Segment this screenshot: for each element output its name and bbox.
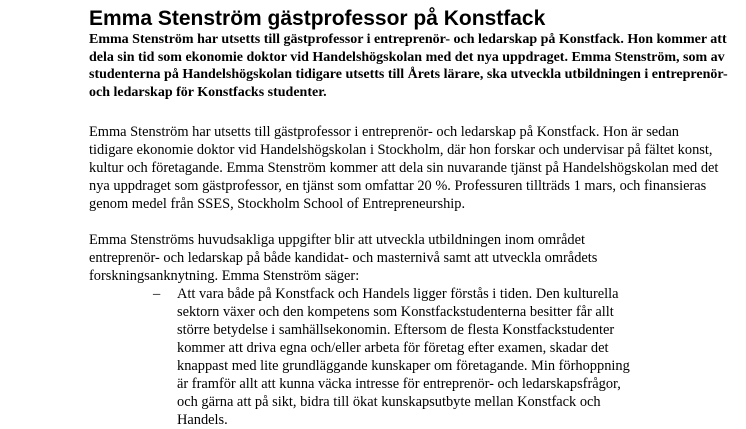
body-paragraph-1: Emma Stenström har utsetts till gästprofessor i entreprenör- och ledarskap på Konstfack. Hon är sedan tidigare ekonomie doktor vid Handelshögskolan i Stockholm, där hon forskar och undervisar på fältet konst, kultur och företagande. Emma Stenström kommer att dela sin nuvarande tjänst på Handelshögskolan med det nya uppdraget som gästprofessor, en tjänst som omfattar 20 %. Professuren tillträds 1 mars, och finansieras genom medel från SSES, Stockholm School of Entrepreneurship. [89,124,719,212]
lead-paragraph: Emma Stenström har utsetts till gästprofessor i entreprenör- och ledarskap på Konstfack. Hon kommer att dela sin tid som ekonomie doktor vid Handelshögskolan med det nya uppdraget. Emma Stenström, som av studenterna på Handelshögskolan tidigare utsetts till Årets lärare, ska utveckla utbildningen i entreprenör- och ledarskap för Konstfacks studenter. [89,32,728,100]
quote-block [153,285,637,429]
body-paragraph-2: Emma Stenströms huvudsakliga uppgifter blir att utveckla utbildningen inom området entreprenör- och ledarskap på både kandidat- och masternivå samt att utveckla områdets forskningsanknytning. Emma Stenström säger: [89,232,598,284]
press-release [89,6,729,429]
quote-text: Att vara både på Konstfack och Handels ligger förstås i tiden. Den kulturella sektorn växer och den kompetens som Konstfackstudenterna besitter får allt större betydelse i samhällsekonomin. Eftersom de flesta Konstfackstudenter kommer att driva egna och/eller arbeta för företag efter examen, skadar det knappast med lite grundläggande kunskaper om företagande. Min förhoppning är framför allt att kunna väcka intresse för entreprenör- och ledarskapsfrågor, och gärna att på sikt, bidra till ökat kunskapsutbyte mellan Konstfack och Handels. [177,286,630,428]
page-title: Emma Stenström gästprofessor på Konstfack [89,7,546,30]
quote-dash: – [153,286,161,302]
